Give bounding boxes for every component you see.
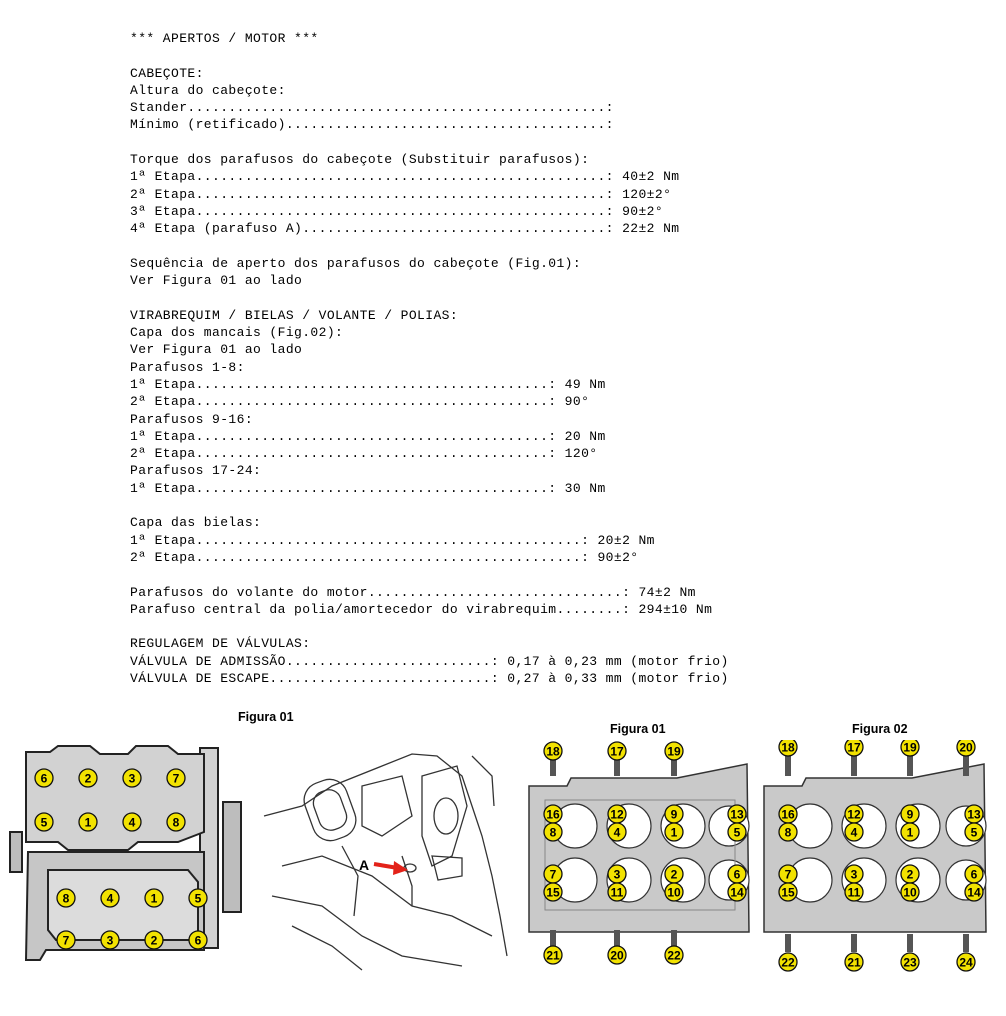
- bolt-number: 15: [781, 885, 795, 900]
- text-line: CABEÇOTE:: [130, 65, 204, 81]
- bolt-marker: [665, 805, 683, 823]
- bolt-stud: [907, 756, 913, 776]
- bolt-marker: [608, 742, 626, 760]
- bolt-marker: [901, 883, 919, 901]
- bolt-marker: [728, 865, 746, 883]
- block-1-casting: [529, 764, 749, 932]
- bolt-number: 8: [62, 891, 70, 906]
- bolt-marker: [544, 823, 562, 841]
- text-line: 1ª Etapa..................................................: 40±2 Nm: [130, 169, 680, 185]
- figure-engine-top-view: [8, 740, 243, 972]
- bolt-stud: [907, 934, 913, 952]
- bolt-number: 4: [128, 815, 136, 830]
- bolt-marker: [608, 883, 626, 901]
- text-line: REGULAGEM DE VÁLVULAS:: [130, 636, 311, 652]
- bolt-marker: [608, 805, 626, 823]
- bolt-stud: [671, 930, 677, 946]
- bolt-marker: [35, 769, 53, 787]
- bolt-number: 12: [847, 807, 861, 822]
- text-line: VIRABREQUIM / BIELAS / VOLANTE / POLIAS:: [130, 307, 459, 323]
- text-line: Sequência de aperto dos parafusos do cabeçote (Fig.01):: [130, 255, 582, 271]
- bolt-marker: [57, 889, 75, 907]
- bolt-number: 5: [40, 815, 48, 830]
- bolt-marker: [79, 813, 97, 831]
- bolt-marker: [901, 865, 919, 883]
- bolt-marker: [901, 953, 919, 971]
- bolt-number: 11: [610, 885, 624, 900]
- bolt-marker: [101, 889, 119, 907]
- bolt-number: 19: [903, 740, 917, 755]
- bolt-marker: [608, 823, 626, 841]
- bolt-number: 4: [106, 891, 114, 906]
- bolt-marker: [845, 865, 863, 883]
- bolt-number: 8: [172, 815, 180, 830]
- bolt-marker: [145, 889, 163, 907]
- bolt-marker: [35, 813, 53, 831]
- text-line: Parafusos do volante do motor...............................: 74±2 Nm: [130, 584, 696, 600]
- bolt-marker: [845, 953, 863, 971]
- text-line: 1ª Etapa...........................................: 49 Nm: [130, 376, 606, 392]
- text-line: VÁLVULA DE ADMISSÃO.........................: 0,17 à 0,23 mm (motor frio): [130, 653, 729, 669]
- text-line: Altura do cabeçote:: [130, 82, 286, 98]
- bolt-marker: [608, 946, 626, 964]
- text-line: 2ª Etapa...........................................: 120°: [130, 446, 598, 462]
- bolt-marker: [845, 823, 863, 841]
- text-line: Torque dos parafusos do cabeçote (Substituir parafusos):: [130, 152, 590, 168]
- text-line: 4ª Etapa (parafuso A).....................................: 22±2 Nm: [130, 221, 680, 237]
- bolt-number: 21: [847, 955, 861, 970]
- bolt-marker: [728, 805, 746, 823]
- bolt-marker: [167, 769, 185, 787]
- bolt-marker: [123, 813, 141, 831]
- bolt-marker: [544, 883, 562, 901]
- bolt-number: 8: [549, 825, 557, 840]
- text-line: VÁLVULA DE ESCAPE...........................: 0,27 à 0,33 mm (motor frio): [130, 670, 729, 686]
- bolt-marker: [965, 805, 983, 823]
- bolt-number: 16: [781, 807, 795, 822]
- bolt-stud: [851, 934, 857, 952]
- bolt-number: 1: [84, 815, 92, 830]
- bolt-marker: [123, 769, 141, 787]
- bolt-marker: [145, 931, 163, 949]
- bolt-number: 15: [546, 885, 560, 900]
- bolt-marker: [779, 805, 797, 823]
- text-line: Mínimo (retificado).......................................:: [130, 117, 614, 133]
- bolt-marker: [965, 823, 983, 841]
- bolt-number: 3: [106, 933, 114, 948]
- bolt-marker: [779, 740, 797, 756]
- bolt-number: 1: [150, 891, 158, 906]
- blank-line: [130, 289, 729, 306]
- bolt-number: 5: [194, 891, 202, 906]
- text-line: Parafusos 17-24:: [130, 463, 262, 479]
- bolt-number: 7: [784, 867, 792, 882]
- callout-a-label: A: [359, 857, 370, 873]
- bolt-number: 22: [781, 955, 795, 970]
- bolt-number: 9: [670, 807, 678, 822]
- text-line: 2ª Etapa..................................................: 120±2°: [130, 186, 672, 202]
- bolt-number: 4: [850, 825, 858, 840]
- bolt-stud: [963, 756, 969, 776]
- bolt-number: 5: [970, 825, 978, 840]
- figure-parafuso-a-drawing: [262, 746, 517, 972]
- bolt-marker: [957, 953, 975, 971]
- bolt-marker: [901, 740, 919, 756]
- figure-block-1: [527, 740, 754, 972]
- bolt-marker: [728, 883, 746, 901]
- bolt-number: 17: [610, 744, 624, 759]
- text-line: 1ª Etapa...........................................: 30 Nm: [130, 480, 606, 496]
- text-line: 1ª Etapa...........................................: 20 Nm: [130, 428, 606, 444]
- text-line: 2ª Etapa...........................................: 90°: [130, 394, 590, 410]
- document-text: [130, 30, 729, 687]
- figure-c-title: Figura 02: [852, 722, 908, 736]
- bolt-number: 6: [194, 933, 202, 948]
- bolt-marker: [779, 865, 797, 883]
- bolt-stud: [785, 756, 791, 776]
- bolt-marker: [901, 805, 919, 823]
- text-line: 1ª Etapa...............................................: 20±2 Nm: [130, 532, 655, 548]
- bolt-marker: [845, 883, 863, 901]
- callout-arrow: [374, 861, 408, 875]
- text-line: Parafuso central da polia/amortecedor do virabrequim........: 294±10 Nm: [130, 601, 713, 617]
- bolt-marker: [665, 742, 683, 760]
- bolt-stud: [671, 760, 677, 776]
- figure-a-title: Figura 01: [238, 710, 294, 724]
- bolt-number: 24: [959, 955, 973, 970]
- bolt-number: 2: [84, 771, 92, 786]
- bolt-number: 10: [667, 885, 681, 900]
- text-line: *** APERTOS / MOTOR ***: [130, 31, 319, 46]
- bolt-marker: [665, 823, 683, 841]
- bolt-number: 6: [40, 771, 48, 786]
- bolt-number: 10: [903, 885, 917, 900]
- bolt-marker: [779, 823, 797, 841]
- drawing-lines: [264, 754, 507, 970]
- block-2-casting: [764, 764, 986, 932]
- bolt-marker: [101, 931, 119, 949]
- bolt-stud: [963, 934, 969, 952]
- blank-line: [130, 497, 729, 514]
- bolt-number: 7: [172, 771, 180, 786]
- bolt-stud: [550, 760, 556, 776]
- bolt-marker: [544, 946, 562, 964]
- text-line: 3ª Etapa..................................................: 90±2°: [130, 203, 664, 219]
- bolt-number: 19: [667, 744, 681, 759]
- bolt-marker: [779, 883, 797, 901]
- bolt-number: 6: [970, 867, 978, 882]
- text-line: Parafusos 9-16:: [130, 411, 254, 427]
- bolt-number: 18: [781, 740, 795, 755]
- blank-line: [130, 47, 729, 64]
- blank-line: [130, 238, 729, 255]
- bolt-marker: [189, 889, 207, 907]
- text-line: Capa dos mancais (Fig.02):: [130, 325, 344, 341]
- bolt-number: 20: [610, 948, 624, 963]
- bolt-marker: [665, 883, 683, 901]
- bolt-number: 13: [730, 807, 744, 822]
- figure-block-2: [762, 740, 998, 972]
- bolt-stud: [614, 760, 620, 776]
- bolt-number: 17: [847, 740, 861, 755]
- bolt-marker: [57, 931, 75, 949]
- bolt-number: 2: [670, 867, 678, 882]
- bolt-stud: [614, 930, 620, 946]
- blank-line: [130, 566, 729, 583]
- bolt-stud: [851, 756, 857, 776]
- bolt-marker: [965, 883, 983, 901]
- bolt-number: 22: [667, 948, 681, 963]
- bolt-marker: [779, 953, 797, 971]
- bolt-marker: [665, 865, 683, 883]
- bolt-stud: [785, 934, 791, 952]
- bolt-number: 14: [967, 885, 981, 900]
- bolt-number: 2: [906, 867, 914, 882]
- bolt-marker: [845, 740, 863, 756]
- bolt-marker: [608, 865, 626, 883]
- bolt-number: 23: [903, 955, 917, 970]
- bolt-number: 7: [549, 867, 557, 882]
- bolt-number: 2: [150, 933, 158, 948]
- bolt-number: 4: [613, 825, 621, 840]
- bolt-number: 9: [906, 807, 914, 822]
- bolt-number: 3: [850, 867, 858, 882]
- text-line: Parafusos 1-8:: [130, 359, 245, 375]
- bolt-marker: [544, 865, 562, 883]
- bolt-number: 1: [670, 825, 678, 840]
- text-line: Ver Figura 01 ao lado: [130, 342, 303, 358]
- bolt-number: 5: [733, 825, 741, 840]
- bolt-number: 12: [610, 807, 624, 822]
- bolt-number: 6: [733, 867, 741, 882]
- bolt-marker: [965, 865, 983, 883]
- bolt-marker: [901, 823, 919, 841]
- bolt-number: 1: [906, 825, 914, 840]
- bolt-number: 8: [784, 825, 792, 840]
- bolt-marker: [189, 931, 207, 949]
- bolt-marker: [845, 805, 863, 823]
- bolt-marker: [167, 813, 185, 831]
- bolt-marker: [544, 742, 562, 760]
- bolt-marker: [79, 769, 97, 787]
- bolt-number: 21: [546, 948, 560, 963]
- bolt-number: 13: [967, 807, 981, 822]
- bolt-marker: [957, 740, 975, 756]
- bolt-number: 20: [959, 740, 973, 755]
- bolt-number: 14: [730, 885, 744, 900]
- blank-line: [130, 618, 729, 635]
- bolt-stud: [550, 930, 556, 946]
- text-line: Stander...................................................:: [130, 100, 614, 116]
- bolt-number: 11: [847, 885, 861, 900]
- bolt-marker: [728, 823, 746, 841]
- bolt-number: 3: [128, 771, 136, 786]
- bolt-number: 3: [613, 867, 621, 882]
- text-line: Capa das bielas:: [130, 515, 262, 531]
- bolt-marker: [665, 946, 683, 964]
- text-line: Ver Figura 01 ao lado: [130, 273, 303, 289]
- bolt-number: 18: [546, 744, 560, 759]
- bolt-number: 16: [546, 807, 560, 822]
- figure-b-title: Figura 01: [610, 722, 666, 736]
- text-line: 2ª Etapa...............................................: 90±2°: [130, 549, 639, 565]
- bolt-number: 7: [62, 933, 70, 948]
- bolt-marker: [544, 805, 562, 823]
- blank-line: [130, 134, 729, 151]
